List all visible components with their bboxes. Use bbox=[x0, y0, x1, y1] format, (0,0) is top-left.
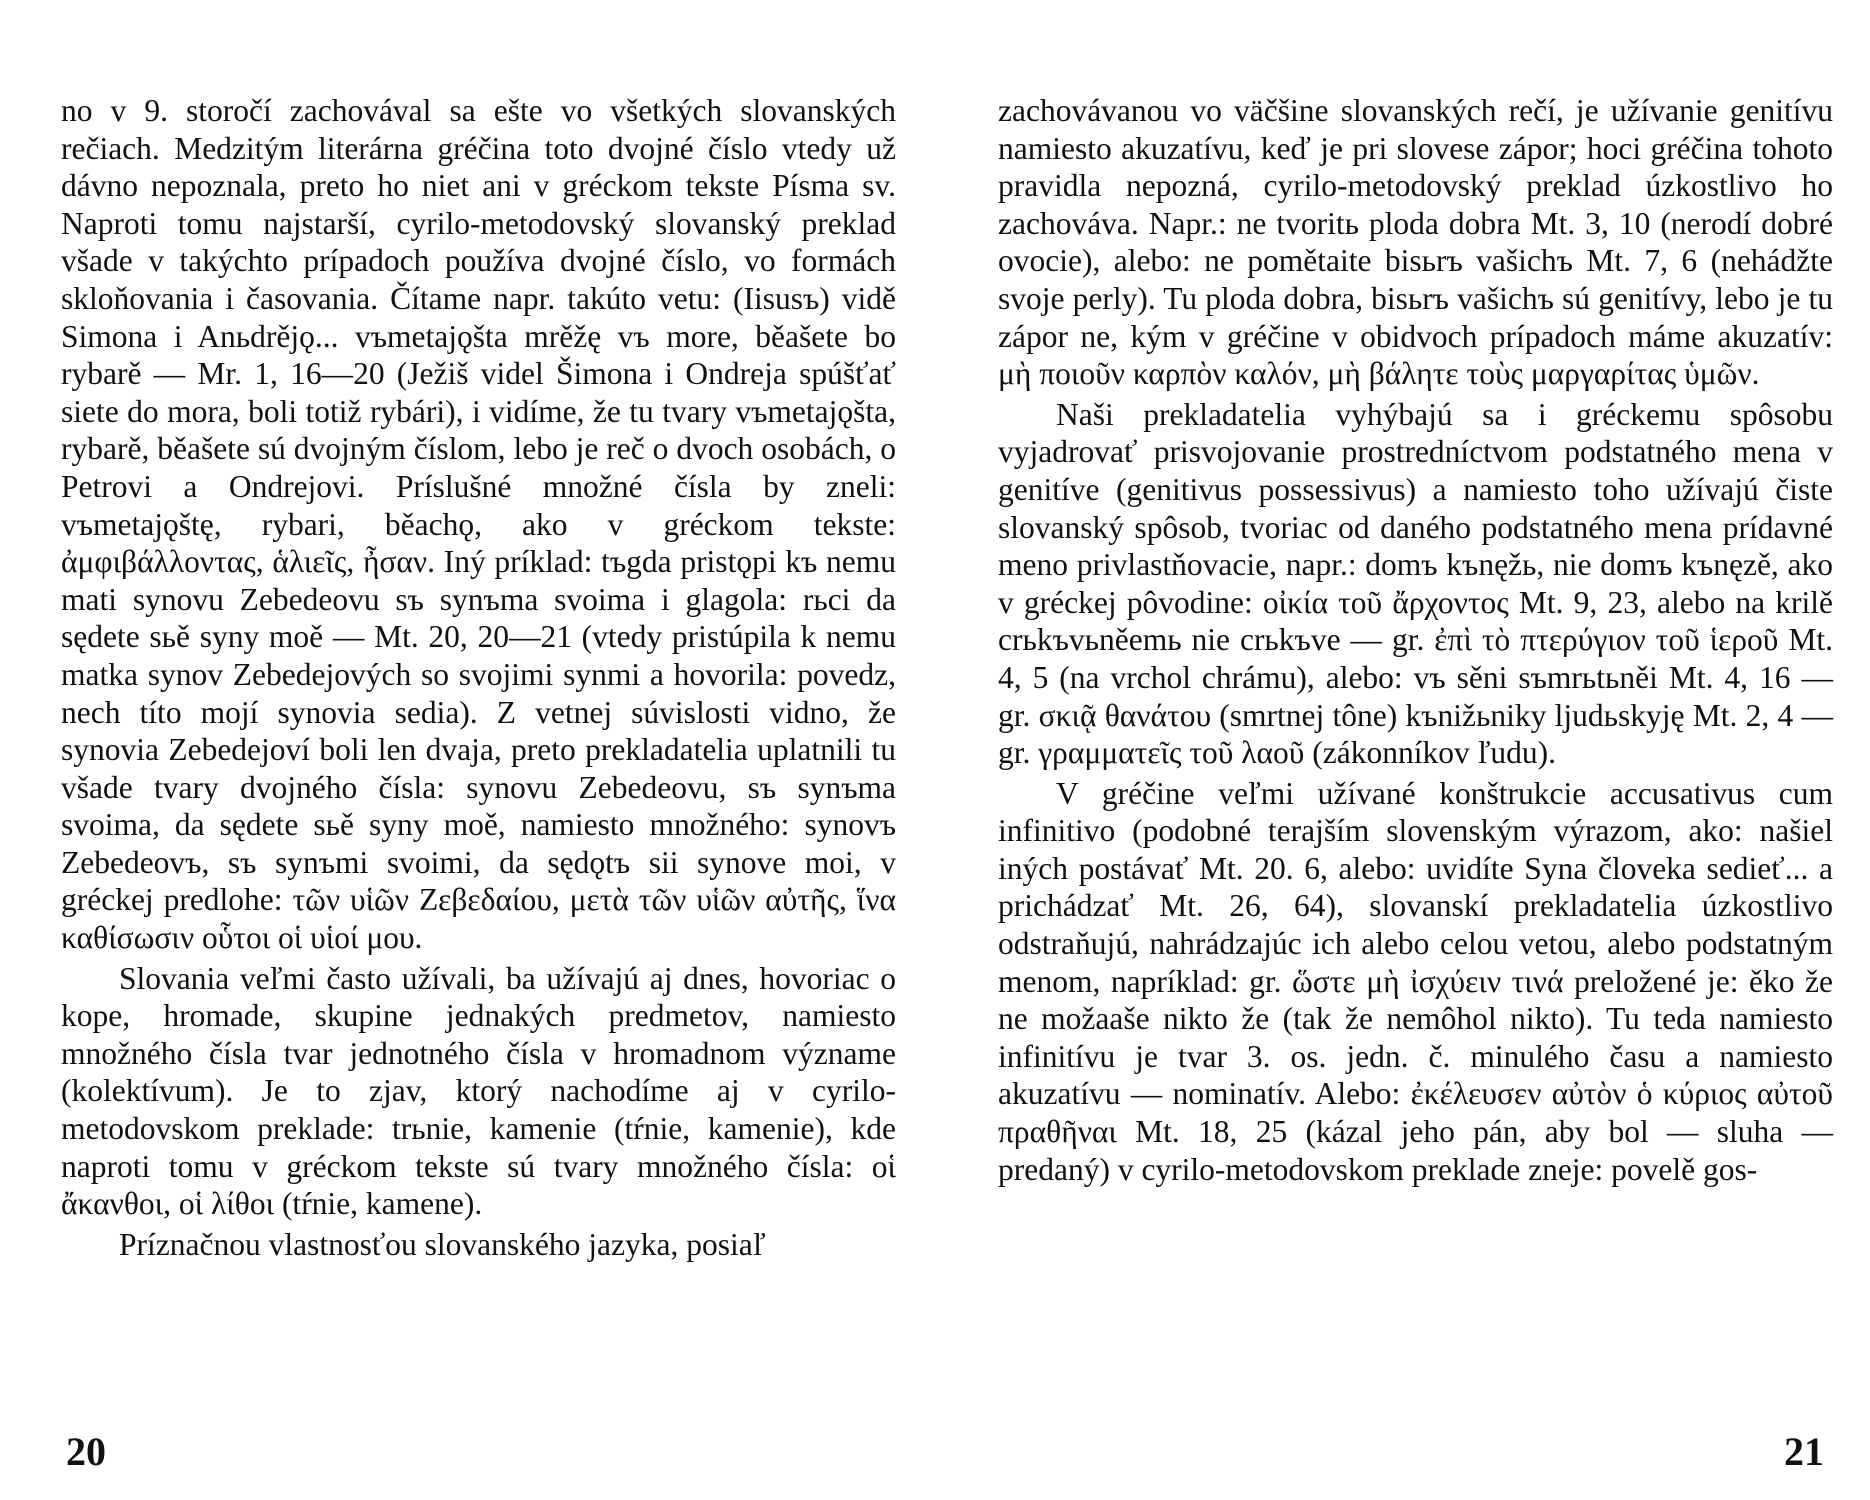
left-paragraph-1: no v 9. storočí zachovával sa ešte vo všetkých slovanských rečiach. Medzitým literárna gréčina toto dvojné číslo vtedy už dávno nepoznala, preto ho niet ani v gréckom tekste Písma sv. Naproti tomu najstarší, cyrilo-metodovský slovanský preklad všade v takýchto prípadoch používa dvojné číslo, vo formách skloňovania i časovania. Čítame napr. takúto vetu: (Iisusъ) vidě Simona i Anьdrějǫ... vъmetajǫšta mrěžę vъ more, běašete bo rybarě — Mr. 1, 16—20 (Ježiš videl Šimona i Ondreja spúšťať siete do mora, boli totiž rybári), i vidíme, že tu tvary vъmetajǫšta, rybarě, běašete sú dvojným číslom, lebo je reč o dvoch osobách, o Petrovi a Ondrejovi. Príslušné množné čísla by zneli: vъmetajǫštę, rybari, běachǫ, ako v gréckom tekste: ἀμφιβάλλοντας, ἁλιεῖς, ἦσαν. Iný príklad: tъgda pristǫpi kъ nemu mati synovu Zebedeovu sъ synъma svoima i glagola: rьci da sędete sьě syny moě — Mt. 20, 20—21 (vtedy pristúpila k nemu matka synov Zebedejových so svojimi synmi a hovorila: povedz, nech títo mojí synovia sedia). Z vetnej súvislosti vidno, že synovia Zebedejoví boli len dvaja, preto prekladatelia uplatnili tu všade tvary dvojného čísla: synovu Zebedeovu, sъ synъma svoima, da sędete sьě syny moě, namiesto množného: synovъ Zebedeovъ, sъ synъmi svoimi, da sędǫtъ sii synove moi, v gréckej predlohe: τῶν υἱῶν Ζεβεδαίου, μετὰ τῶν υἱῶν αὐτῆς, ἵνα καθίσωσιν οὗτοι οἱ υἱοί μου. bbox=[61, 93, 896, 956]
right-paragraph-2: Naši prekladatelia vyhýbajú sa i gréckemu spôsobu vyjadrovať prisvojovanie prostredníctvom podstatného mena v genitíve (genitivus possessivus) a namiesto toho užívajú čiste slovanský spôsob, tvoriac od daného podstatného mena prídavné meno privlastňovacie, napr.: domъ kъnęžь, nie domъ kъnęzě, ako v gréckej pôvodine: οἰκία τοῦ ἄρχοντος Mt. 9, 23, alebo na krilě crьkъvьněemь nie crьkъve — gr. ἐπὶ τὸ πτερύγιον τοῦ ἱεροῦ Mt. 4, 5 (na vrchol chrámu), alebo: vъ sěni sъmrьtьněi Mt. 4, 16 — gr. σκιᾷ θανάτου (smrtnej tône) kъnižьniky ljudьskyję Mt. 2, 4 — gr. γραμματεῖς τοῦ λαοῦ (zákonníkov ľudu). bbox=[998, 396, 1833, 771]
left-page bbox=[61, 92, 896, 1263]
page-number-left: 20 bbox=[66, 1429, 106, 1474]
left-paragraph-2: Slovania veľmi často užívali, ba užívajú aj dnes, hovoriac o kope, hromade, skupine jednakých predmetov, namiesto množného čísla tvar jednotného čísla v hromadnom význame (kolektívum). Je to zjav, ktorý nachodíme aj v cyrilo-metodovskom preklade: trьnie, kamenie (tŕnie, kamenie), kde naproti tomu v gréckom tekste sú tvary množného čísla: οἱ ἄκανθοι, οἱ λίθοι (tŕnie, kamene). bbox=[61, 960, 896, 1222]
page-number-right: 21 bbox=[1784, 1429, 1824, 1474]
left-paragraph-3: Príznačnou vlastnosťou slovanského jazyka, posiaľ bbox=[119, 1226, 766, 1262]
right-page bbox=[998, 92, 1833, 1188]
right-paragraph-3: V gréčine veľmi užívané konštrukcie accusativus cum infinitivo (podobné terajším slovenským výrazom, ako: našiel iných postávať Mt. 20. 6, alebo: uvidíte Syna človeka sedieť... a prichádzať Mt. 26, 64), slovanskí prekladatelia úzkostlivo odstraňujú, nahrádzajúc ich alebo celou vetou, alebo podstatným menom, napríklad: gr. ὥστε μὴ ἰσχύειν τινά preložené je: ěko že ne možaaše nikto že (tak že nemôhol nikto). Tu teda namiesto infinitívu je tvar 3. os. jedn. č. minulého času a namiesto akuzatívu — nominatív. Alebo: ἐκέλευσεν αὐτὸν ὁ κύριος αὐτοῦ πραθῆναι Mt. 18, 25 (kázal jeho pán, aby bol — sluha — predaný) v cyrilo-metodovskom preklade zneje: povelě gos- bbox=[998, 775, 1833, 1187]
right-paragraph-1: zachovávanou vo väčšine slovanských rečí, je užívanie genitívu namiesto akuzatívu, keď je pri slovese zápor; hoci gréčina tohoto pravidla nepozná, cyrilo-metodovský preklad úzkostlivo ho zachováva. Napr.: ne tvoritь ploda dobra Mt. 3, 10 (nerodí dobré ovocie), alebo: ne pomětaite bisьrъ vašichъ Mt. 7, 6 (nehádžte svoje perly). Tu ploda dobra, bisьrъ vašichъ sú genitívy, lebo je tu zápor ne, kým v gréčine v obidvoch prípadoch máme akuzatív: μὴ ποιοῦν καρπὸν καλόν, μὴ βάλητε τοὺς μαργαρίτας ὑμῶν. bbox=[998, 93, 1833, 392]
